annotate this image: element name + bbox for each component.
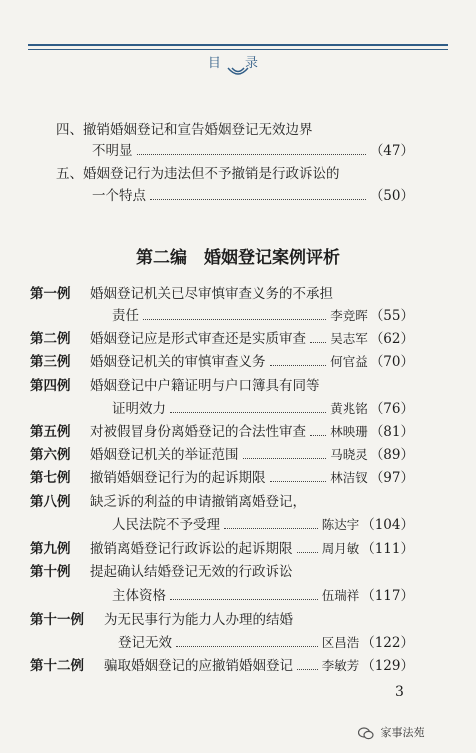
leader-dots	[137, 154, 366, 155]
ornament-icon	[226, 66, 250, 80]
wechat-icon	[358, 727, 374, 740]
case-label: 第一例	[30, 286, 71, 302]
page-number: 3	[395, 684, 404, 700]
case-label: 第六例	[30, 447, 71, 463]
case-author: 林洁钗	[330, 470, 368, 485]
case-title-line2: 证明效力	[112, 401, 166, 417]
case-label: 第十一例	[30, 612, 84, 628]
case-title: 婚姻登记机关的审慎审查义务	[90, 354, 266, 370]
leader-dots	[176, 646, 318, 647]
case-title-line1: 提起确认结婚登记无效的行政诉讼	[90, 564, 293, 580]
case-entry-row	[90, 537, 414, 557]
case-page: （129）	[361, 658, 414, 674]
case-page: （89）	[369, 447, 414, 463]
case-page: （104）	[361, 517, 414, 533]
case-title-line1: 为无民事行为能力人办理的结婚	[104, 612, 293, 628]
leader-dots	[310, 435, 326, 436]
case-title: 对被假冒身份离婚登记的合法性审查	[90, 424, 306, 440]
case-author: 林映珊	[330, 424, 368, 439]
case-page: （70）	[369, 354, 414, 370]
case-title: 骗取婚姻登记的应撤销婚姻登记	[104, 658, 293, 674]
case-label: 第五例	[30, 424, 71, 440]
case-author: 何官益	[330, 354, 368, 369]
case-entry-row	[112, 584, 414, 604]
case-page: （122）	[361, 635, 414, 651]
header-rule-top	[28, 44, 448, 46]
case-title-line1: 婚姻登记中户籍证明与户口簿具有同等	[90, 378, 320, 394]
case-page: （76）	[369, 401, 414, 417]
case-label: 第三例	[30, 354, 71, 370]
case-entry-row	[112, 513, 414, 533]
leader-dots	[224, 528, 318, 529]
case-author: 吴志军	[330, 331, 368, 346]
toc-section-5-page: （50）	[369, 188, 414, 204]
watermark-text: 家事法苑	[380, 726, 425, 739]
leader-dots	[297, 669, 318, 670]
case-entry-row	[90, 350, 414, 370]
case-entry-row	[90, 466, 414, 486]
leader-dots	[170, 412, 326, 413]
case-title: 撤销婚姻登记行为的起诉期限	[90, 470, 266, 486]
case-author: 马晓灵	[330, 447, 368, 462]
toc-section-5-line2	[92, 184, 414, 204]
toc-section-5-line1: 五、婚姻登记行为违法但不予撤销是行政诉讼的	[56, 166, 340, 182]
leader-dots	[310, 342, 326, 343]
case-entry-row	[90, 327, 414, 347]
case-label: 第十二例	[30, 658, 84, 674]
case-entry-row	[90, 443, 414, 463]
case-page: （81）	[369, 424, 414, 440]
case-entry-row	[118, 631, 414, 651]
case-label: 第十例	[30, 564, 71, 580]
watermark	[358, 724, 425, 740]
part-heading: 第二编 婚姻登记案例评析	[136, 248, 340, 268]
case-author: 区昌浩	[321, 635, 360, 650]
case-title-line2: 人民法院不予受理	[112, 517, 220, 533]
case-author: 伍瑞祥	[321, 588, 360, 603]
case-entry-row	[90, 420, 414, 440]
case-title-line1: 婚姻登记机关已尽审慎审查义务的不承担	[90, 286, 333, 302]
case-author: 李竞晖	[330, 308, 368, 323]
case-page: （111）	[361, 541, 414, 557]
case-title-line1: 缺乏诉的利益的申请撤销离婚登记，	[90, 494, 306, 510]
case-entry-row	[104, 654, 414, 674]
case-page: （62）	[369, 331, 414, 347]
case-label: 第七例	[30, 470, 71, 486]
case-author: 黄兆铭	[330, 401, 368, 416]
case-label: 第四例	[30, 378, 71, 394]
toc-section-4-line2	[92, 139, 414, 159]
case-entry-row	[112, 304, 414, 324]
case-author: 周月敏	[321, 541, 360, 556]
running-header-title: 目 录	[207, 56, 269, 71]
leader-dots	[270, 365, 327, 366]
case-page: （55）	[369, 308, 414, 324]
case-title: 婚姻登记机关的举证范围	[90, 447, 239, 463]
leader-dots	[150, 199, 366, 200]
leader-dots	[243, 458, 327, 459]
case-author: 李敏芳	[321, 658, 360, 673]
case-label: 第二例	[30, 331, 71, 347]
case-page: （97）	[369, 470, 414, 486]
leader-dots	[170, 599, 318, 600]
toc-section-4-continuation: 不明显	[92, 143, 133, 159]
leader-dots	[270, 481, 327, 482]
header-rule-bottom	[28, 49, 448, 50]
case-title-line2: 责任	[112, 308, 139, 324]
case-title-line2: 主体资格	[112, 588, 166, 604]
case-label: 第九例	[30, 541, 71, 557]
case-entry-row	[112, 397, 414, 417]
leader-dots	[297, 552, 318, 553]
case-page: （117）	[361, 588, 414, 604]
case-title: 撤销离婚登记行政诉讼的起诉期限	[90, 541, 293, 557]
toc-section-4-page: （47）	[369, 143, 414, 159]
case-title-line2: 登记无效	[118, 635, 172, 651]
case-title: 婚姻登记应是形式审查还是实质审查	[90, 331, 306, 347]
case-label: 第八例	[30, 494, 71, 510]
leader-dots	[143, 319, 326, 320]
toc-section-5-continuation: 一个特点	[92, 188, 146, 204]
toc-section-4-line1: 四、撤销婚姻登记和宣告婚姻登记无效边界	[56, 122, 313, 138]
case-author: 陈达宇	[321, 517, 360, 532]
